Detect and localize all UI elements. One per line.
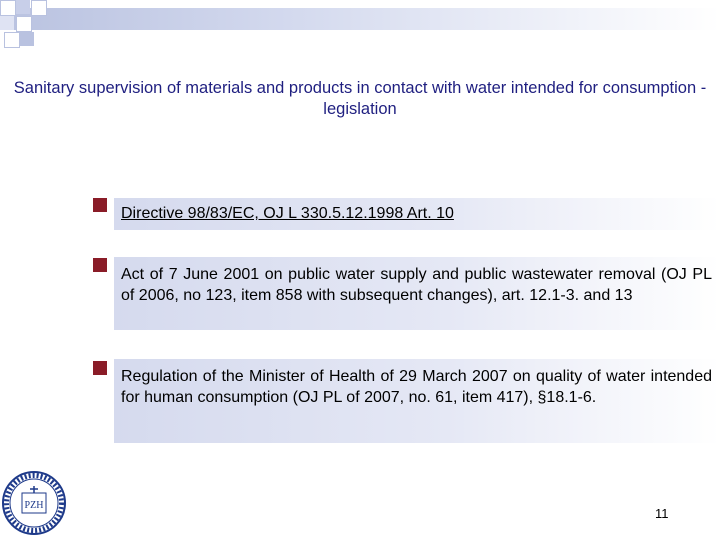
bullet-icon bbox=[93, 258, 107, 272]
list-item-text: Regulation of the Minister of Health of 29 March 2007 on quality of water intended for human consumption (OJ PL of 2007, no. 61, item 417), §18.1-6. bbox=[121, 368, 712, 406]
bullet-icon bbox=[93, 198, 107, 212]
header-band bbox=[0, 8, 720, 30]
logo-initials: PZH bbox=[24, 500, 44, 511]
list-item-text: Act of 7 June 2001 on public water supply and public wastewater removal (OJ PL of 2006, no 123, item 858 with subsequent changes), art. 12.1-3. and 13 bbox=[121, 266, 712, 304]
corner-square bbox=[0, 16, 14, 30]
list-item bbox=[114, 257, 720, 330]
list-item-text: Directive 98/83/EC, OJ L 330.5.12.1998 Art. 10 bbox=[121, 205, 454, 222]
list-item bbox=[114, 359, 720, 443]
corner-square bbox=[0, 0, 16, 16]
corner-square bbox=[31, 0, 47, 16]
corner-square bbox=[20, 32, 34, 46]
corner-square bbox=[16, 0, 30, 14]
corner-square bbox=[16, 16, 32, 32]
page-number: 11 bbox=[655, 506, 669, 521]
bullet-icon bbox=[93, 361, 107, 375]
slide-title: Sanitary supervision of materials and products in contact with water intended for consumption - legislation bbox=[13, 79, 707, 118]
corner-square bbox=[4, 32, 20, 48]
list-item bbox=[114, 198, 720, 230]
pzh-logo bbox=[1, 468, 67, 538]
